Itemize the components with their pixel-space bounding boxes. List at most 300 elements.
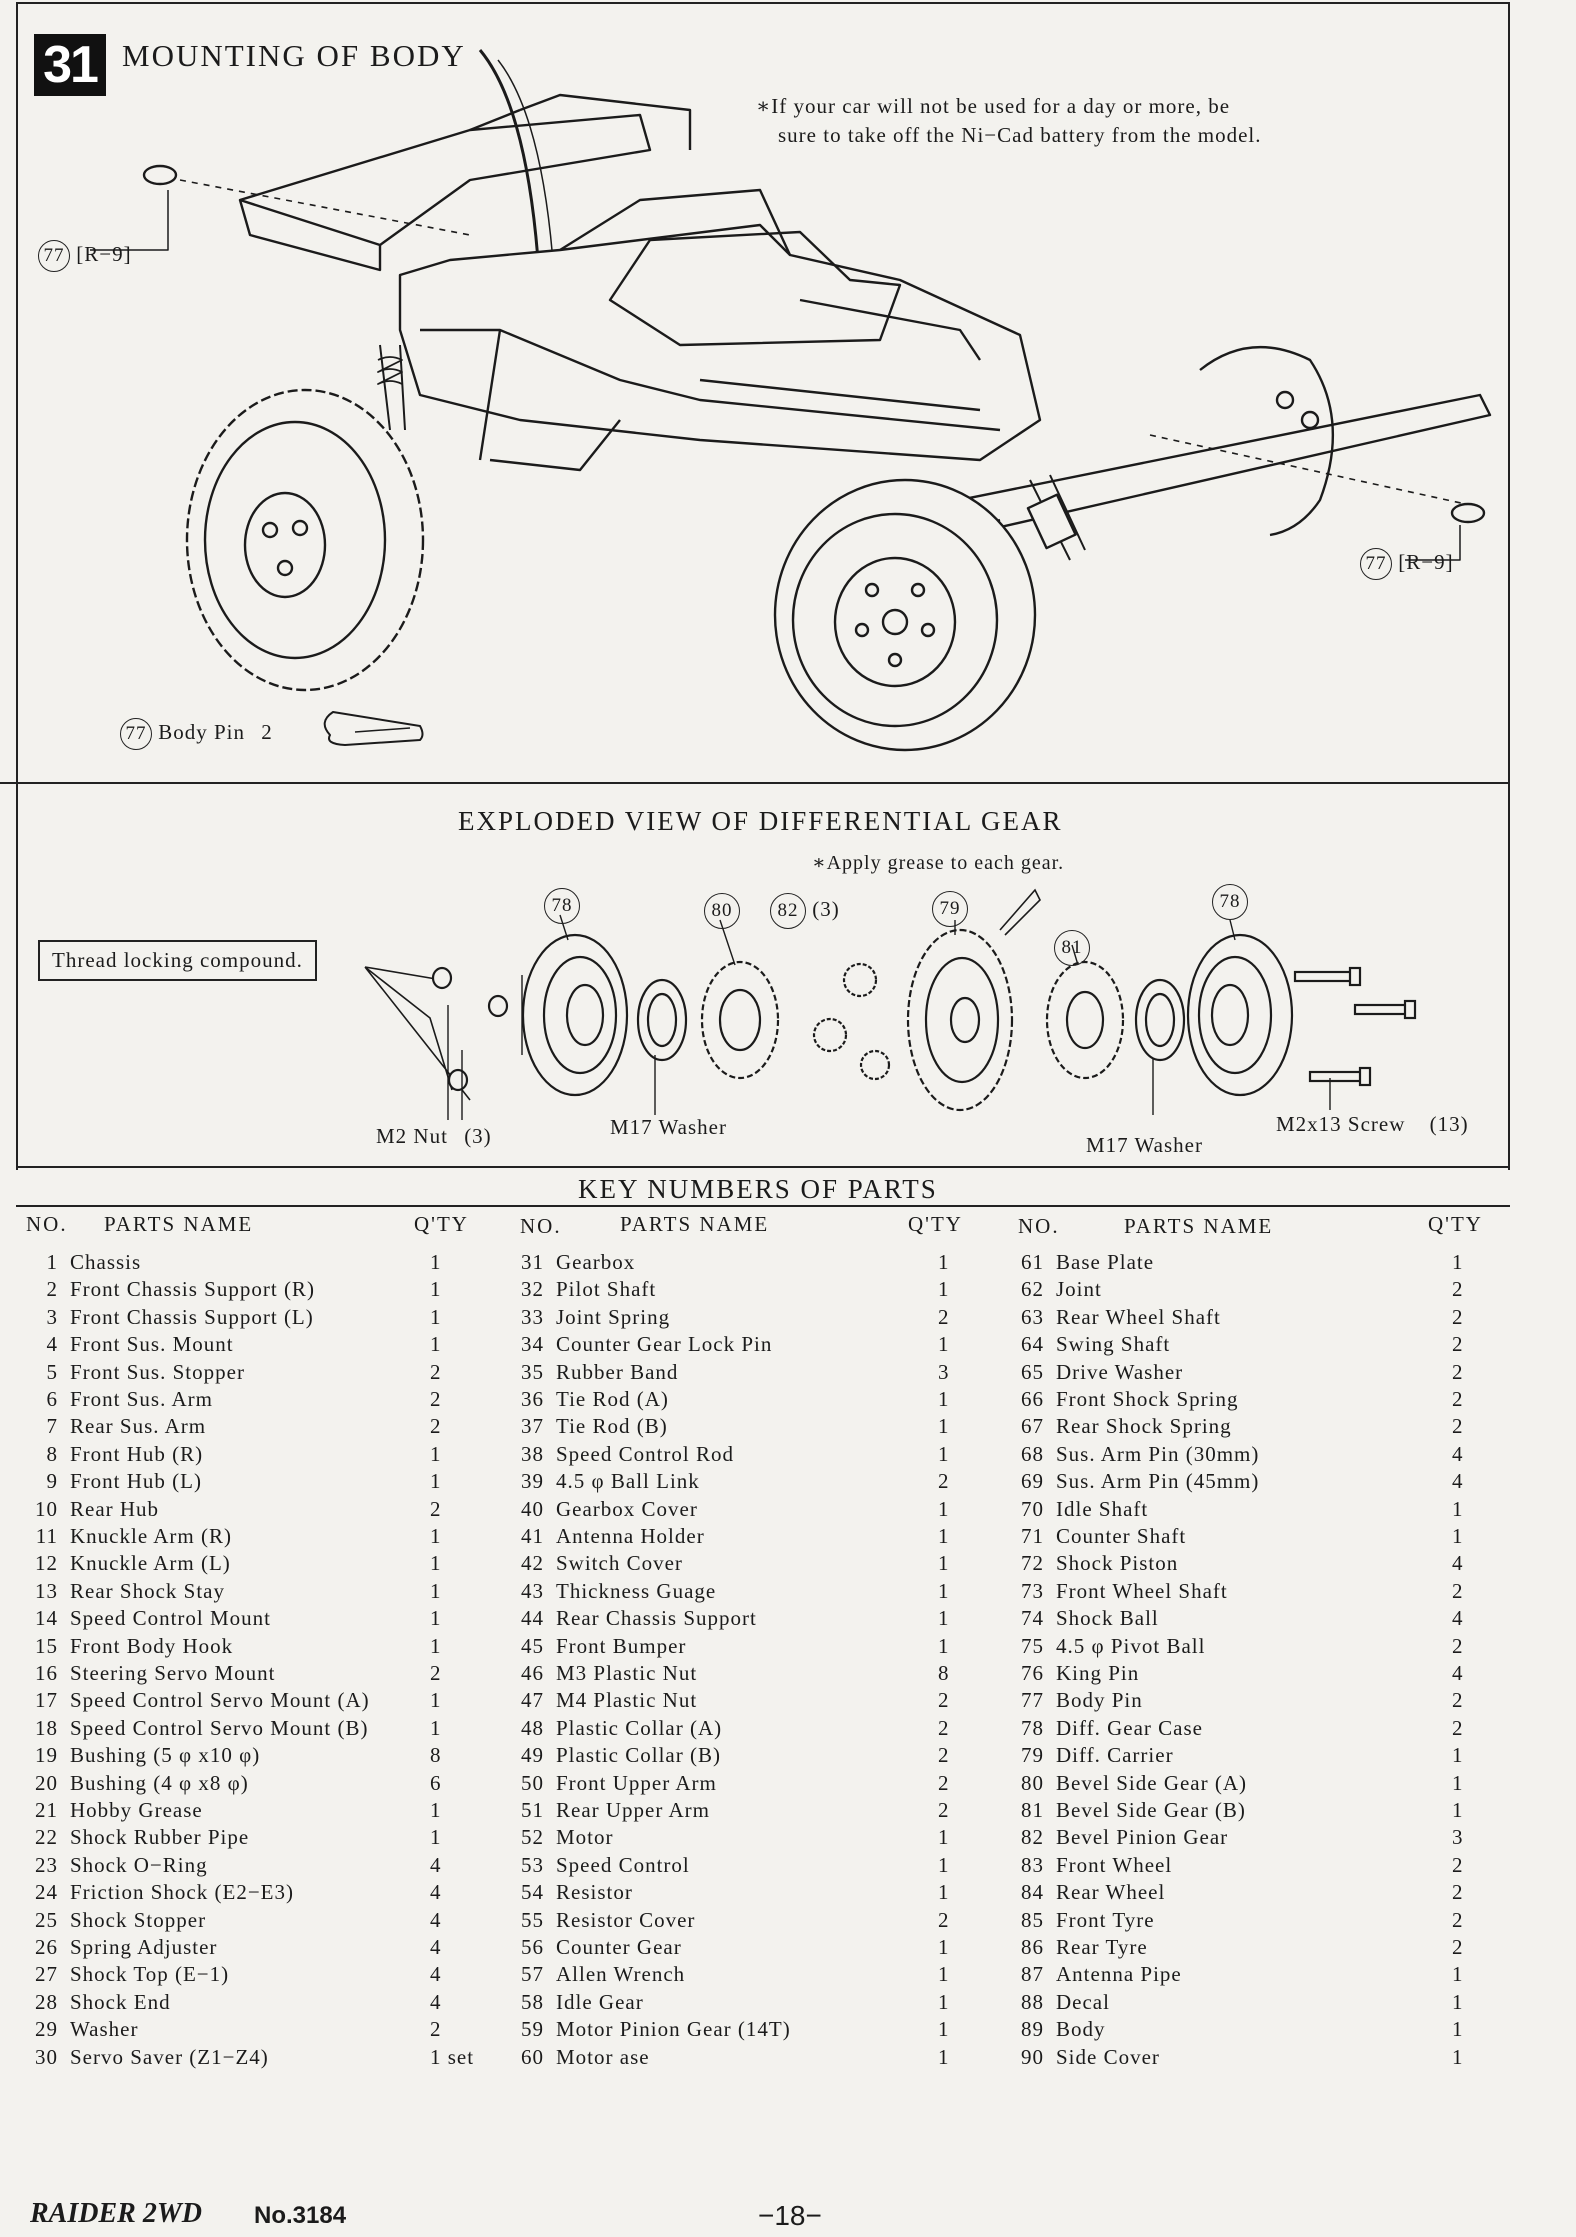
- parts-row: [14, 1661, 490, 1688]
- part-name: Counter Gear Lock Pin: [556, 1332, 773, 1357]
- part-name: Gearbox Cover: [556, 1496, 698, 1521]
- parts-row: [1000, 1442, 1512, 1469]
- part-qty: 2: [938, 1907, 950, 1932]
- parts-row: [500, 1661, 998, 1688]
- parts-row: [14, 1469, 490, 1496]
- part-qty: 4: [1452, 1661, 1464, 1685]
- divider-parts-head: [16, 1205, 1510, 1207]
- part-qty: 1: [430, 1524, 442, 1548]
- parts-row: [14, 1935, 490, 1962]
- part-qty: 1: [1452, 1496, 1464, 1521]
- part-name: Shock Rubber Pipe: [70, 1825, 250, 1850]
- part-qty: 2: [938, 1770, 950, 1795]
- part-qty: 1: [1452, 1524, 1464, 1548]
- part-number: 63: [1021, 1304, 1044, 1329]
- part-name: Idle Shaft: [1056, 1496, 1149, 1521]
- part-name: Bushing (5 φ x10 φ): [70, 1743, 261, 1768]
- parts-row: [14, 1880, 490, 1907]
- part-qty: 1: [430, 1304, 442, 1329]
- parts-row: [14, 1825, 490, 1852]
- part-name: Side Cover: [1056, 2044, 1160, 2069]
- part-qty: 2: [1452, 1715, 1464, 1740]
- part-qty: 1: [938, 1551, 950, 1576]
- part-qty: 2: [938, 1688, 950, 1713]
- part-name: Chassis: [70, 1250, 142, 1274]
- m2-nut-label: [376, 1124, 492, 1149]
- part-number: 35: [521, 1359, 544, 1384]
- part-name: Rear Tyre: [1056, 1935, 1148, 1959]
- part-name: Steering Servo Mount: [70, 1661, 276, 1685]
- part-qty: 2: [430, 1661, 442, 1685]
- parts-row: [500, 1277, 998, 1304]
- part-name: Rear Wheel: [1056, 1880, 1166, 1905]
- parts-row: [14, 1551, 490, 1578]
- part-qty: 1: [938, 1880, 950, 1905]
- part-name: Shock Stopper: [70, 1907, 207, 1932]
- parts-row: [500, 1524, 998, 1551]
- diff-title: EXPLODED VIEW OF DIFFERENTIAL GEAR: [458, 806, 1063, 836]
- part-name: Front Hub (L): [70, 1469, 202, 1494]
- parts-row: [500, 1962, 998, 1989]
- parts-row: [500, 1387, 998, 1414]
- part-number: 30: [35, 2044, 58, 2069]
- part-number: 53: [521, 1852, 544, 1877]
- part-number: 45: [521, 1633, 544, 1658]
- part-qty: 1: [938, 1578, 950, 1603]
- callout-79: [932, 891, 968, 927]
- part-number: 48: [521, 1715, 544, 1740]
- part-number: 40: [521, 1496, 544, 1521]
- part-qty: 1: [938, 1962, 950, 1987]
- part-number: 11: [35, 1524, 58, 1548]
- part-number: 62: [1021, 1277, 1044, 1302]
- callout-77-left-ref: [R−9]: [76, 242, 132, 266]
- part-qty: 1: [938, 1633, 950, 1658]
- part-number: 46: [521, 1661, 544, 1685]
- part-qty: 1: [938, 1852, 950, 1877]
- part-number: 82: [1021, 1825, 1044, 1850]
- part-qty: 1: [938, 1606, 950, 1631]
- col1-head-qty: Q'TY: [414, 1212, 469, 1236]
- part-number: 54: [521, 1880, 544, 1905]
- part-qty: 1: [1452, 1798, 1464, 1822]
- part-number: 32: [521, 1277, 544, 1302]
- part-number: 87: [1021, 1962, 1044, 1987]
- part-number: 26: [35, 1935, 58, 1959]
- parts-row: [500, 2017, 998, 2044]
- part-qty: 1: [1452, 2017, 1464, 2042]
- part-number: 49: [521, 1743, 544, 1768]
- parts-row: [14, 1524, 490, 1551]
- part-qty: 4: [430, 1907, 442, 1932]
- parts-row: [500, 1250, 998, 1277]
- parts-row: [14, 1771, 490, 1798]
- screw-qty: (13): [1429, 1112, 1469, 1136]
- parts-row: [500, 1469, 998, 1496]
- parts-row: [1000, 1277, 1512, 1304]
- part-qty: 1: [938, 1277, 950, 1302]
- part-qty: 2: [1452, 1935, 1464, 1959]
- col3-head-qty: Q'TY: [1428, 1212, 1483, 1236]
- part-name: Shock Ball: [1056, 1606, 1159, 1631]
- part-qty: 3: [938, 1359, 950, 1384]
- part-number: 77: [1021, 1688, 1044, 1713]
- thread-locking-box: Thread locking compound.: [38, 940, 317, 981]
- part-number: 52: [521, 1825, 544, 1850]
- footer-model-no: No.3184: [254, 2202, 347, 2229]
- part-number: 70: [1021, 1496, 1044, 1521]
- part-number: 37: [521, 1414, 544, 1439]
- callout-80: [704, 893, 740, 929]
- part-qty: 1: [938, 1332, 950, 1357]
- part-qty: 1: [430, 1606, 442, 1631]
- parts-row: [500, 1332, 998, 1359]
- part-name: Resistor Cover: [556, 1907, 696, 1932]
- part-number: 64: [1021, 1332, 1044, 1357]
- divider-step31: [0, 782, 1510, 784]
- part-number: 67: [1021, 1414, 1044, 1439]
- parts-row: [500, 1606, 998, 1633]
- parts-row: [1000, 1524, 1512, 1551]
- parts-row: [500, 1688, 998, 1715]
- part-name: Antenna Holder: [556, 1524, 705, 1548]
- screw-label: [1276, 1112, 1469, 1137]
- screw-text: M2x13 Screw: [1276, 1112, 1406, 1136]
- callout-82-num: 82: [770, 893, 806, 929]
- part-qty: 2: [1452, 1880, 1464, 1905]
- part-number: 25: [35, 1907, 58, 1932]
- part-name: Front Hub (R): [70, 1441, 204, 1466]
- part-name: Rear Shock Spring: [1056, 1414, 1232, 1439]
- part-name: M4 Plastic Nut: [556, 1688, 698, 1713]
- part-qty: 2: [430, 1387, 442, 1411]
- part-name: Decal: [1056, 1989, 1110, 2014]
- parts-row: [1000, 1606, 1512, 1633]
- part-qty: 2: [938, 1743, 950, 1768]
- part-name: Front Body Hook: [70, 1633, 234, 1658]
- part-number: 9: [46, 1469, 58, 1494]
- parts-row: [14, 1332, 490, 1359]
- parts-row: [14, 1387, 490, 1414]
- col3-head-name: PARTS NAME: [1124, 1214, 1274, 1238]
- step-title: MOUNTING OF BODY: [122, 38, 466, 73]
- part-number: 73: [1021, 1578, 1044, 1603]
- part-name: Servo Saver (Z1−Z4): [70, 2044, 269, 2069]
- parts-row: [14, 1250, 490, 1277]
- parts-row: [500, 1442, 998, 1469]
- part-qty: 2: [430, 1414, 442, 1439]
- part-number: 24: [35, 1880, 58, 1905]
- parts-row: [14, 1634, 490, 1661]
- part-qty: 1: [938, 1387, 950, 1411]
- part-name: Shock End: [70, 1989, 171, 2014]
- part-qty: 1: [938, 1496, 950, 1521]
- part-number: 22: [35, 1825, 58, 1850]
- part-qty: 2: [1452, 1852, 1464, 1877]
- parts-row: [500, 1579, 998, 1606]
- parts-row: [500, 1743, 998, 1770]
- part-qty: 1: [938, 1414, 950, 1439]
- footer-page-number: −18−: [758, 2200, 822, 2231]
- part-qty: 2: [430, 2017, 442, 2042]
- part-number: 29: [35, 2017, 58, 2042]
- part-qty: 2: [938, 1798, 950, 1822]
- part-name: Tie Rod (B): [556, 1414, 668, 1439]
- part-name: Motor Pinion Gear (14T): [556, 2017, 791, 2042]
- parts-title: KEY NUMBERS OF PARTS: [578, 1174, 938, 1204]
- part-qty: 2: [1452, 1359, 1464, 1384]
- part-number: 75: [1021, 1633, 1044, 1658]
- part-qty: 1: [430, 1633, 442, 1658]
- part-qty: 1: [430, 1688, 442, 1713]
- part-qty: 6: [430, 1770, 442, 1795]
- part-number: 51: [521, 1798, 544, 1822]
- parts-row: [1000, 1579, 1512, 1606]
- parts-row: [14, 1442, 490, 1469]
- parts-row: [1000, 1743, 1512, 1770]
- part-name: Speed Control Mount: [70, 1606, 271, 1631]
- part-number: 43: [521, 1578, 544, 1603]
- part-qty: 1: [1452, 1989, 1464, 2014]
- parts-row: [14, 1798, 490, 1825]
- part-qty: 1: [430, 1332, 442, 1357]
- parts-row: [1000, 1880, 1512, 1907]
- part-name: M3 Plastic Nut: [556, 1661, 698, 1685]
- part-name: Plastic Collar (B): [556, 1743, 721, 1768]
- body-mounting-illustration: [0, 0, 1500, 760]
- part-qty: 4: [430, 1962, 442, 1987]
- part-qty: 2: [430, 1359, 442, 1384]
- parts-row: [14, 1962, 490, 1989]
- part-qty: 1: [938, 1524, 950, 1548]
- part-name: Bushing (4 φ x8 φ): [70, 1770, 249, 1795]
- part-qty: 1: [1452, 1250, 1464, 1274]
- m17-washer-left-label: M17 Washer: [610, 1115, 727, 1139]
- part-name: Counter Gear: [556, 1935, 682, 1959]
- part-number: 80: [1021, 1770, 1044, 1795]
- parts-row: [14, 1277, 490, 1304]
- callout-77-right: [1360, 548, 1454, 580]
- parts-row: [500, 1551, 998, 1578]
- parts-row: [1000, 2045, 1512, 2072]
- part-qty: 1: [1452, 1770, 1464, 1795]
- col3-head-no: NO.: [1018, 1214, 1060, 1238]
- footer-brand: RAIDER 2WD: [30, 2198, 202, 2229]
- parts-row: [1000, 1798, 1512, 1825]
- part-number: 19: [35, 1743, 58, 1768]
- parts-row: [14, 2017, 490, 2044]
- part-qty: 1: [938, 1441, 950, 1466]
- part-name: Sus. Arm Pin (30mm): [1056, 1441, 1260, 1466]
- part-number: 21: [35, 1798, 58, 1822]
- part-name: Shock O−Ring: [70, 1852, 208, 1877]
- parts-row: [14, 1414, 490, 1441]
- part-number: 85: [1021, 1907, 1044, 1932]
- part-name: Front Upper Arm: [556, 1770, 717, 1795]
- part-number: 17: [35, 1688, 58, 1713]
- callout-79-num: 79: [932, 891, 968, 927]
- part-name: Joint: [1056, 1277, 1102, 1302]
- part-name: Counter Shaft: [1056, 1524, 1187, 1548]
- parts-row: [1000, 1661, 1512, 1688]
- part-name: Hobby Grease: [70, 1798, 203, 1822]
- part-qty: 4: [1452, 1551, 1464, 1576]
- part-number: 50: [521, 1770, 544, 1795]
- part-name: King Pin: [1056, 1661, 1140, 1685]
- part-name: Front Shock Spring: [1056, 1387, 1239, 1411]
- parts-row: [1000, 1497, 1512, 1524]
- part-qty: 2: [1452, 1907, 1464, 1932]
- part-name: Bevel Pinion Gear: [1056, 1825, 1229, 1850]
- parts-row: [1000, 1332, 1512, 1359]
- part-name: Spring Adjuster: [70, 1935, 218, 1959]
- part-number: 56: [521, 1935, 544, 1959]
- part-number: 76: [1021, 1661, 1044, 1685]
- part-number: 33: [521, 1304, 544, 1329]
- part-name: Front Tyre: [1056, 1907, 1155, 1932]
- part-name: Bevel Side Gear (A): [1056, 1770, 1248, 1795]
- part-qty: 4: [430, 1880, 442, 1905]
- part-qty: 2: [1452, 1633, 1464, 1658]
- part-number: 3: [46, 1304, 58, 1329]
- parts-row: [14, 2045, 490, 2072]
- battery-note-line1: ∗If your car will not be used for a day or more, be: [756, 94, 1231, 118]
- part-name: Rear Sus. Arm: [70, 1414, 207, 1439]
- col1-head-name: PARTS NAME: [104, 1212, 254, 1236]
- parts-row: [1000, 1551, 1512, 1578]
- part-qty: 2: [1452, 1304, 1464, 1329]
- callout-77-left-num: 77: [38, 240, 70, 272]
- part-name: Sus. Arm Pin (45mm): [1056, 1469, 1260, 1494]
- part-qty: 1: [938, 2017, 950, 2042]
- part-name: Allen Wrench: [556, 1962, 686, 1987]
- m2-nut-qty: (3): [464, 1124, 492, 1148]
- part-number: 28: [35, 1989, 58, 2014]
- part-number: 1: [46, 1250, 58, 1274]
- part-name: Speed Control Servo Mount (B): [70, 1715, 369, 1740]
- callout-81-num: 81: [1054, 930, 1090, 966]
- parts-row: [14, 1716, 490, 1743]
- part-number: 66: [1021, 1387, 1044, 1411]
- callout-78-left-num: 78: [544, 888, 580, 924]
- part-name: Knuckle Arm (L): [70, 1551, 231, 1576]
- part-number: 71: [1021, 1524, 1044, 1548]
- callout-82: [770, 893, 840, 929]
- part-number: 34: [521, 1332, 544, 1357]
- part-name: Switch Cover: [556, 1551, 683, 1576]
- part-name: Rear Chassis Support: [556, 1606, 757, 1631]
- part-number: 12: [35, 1551, 58, 1576]
- part-qty: 8: [430, 1743, 442, 1768]
- part-name: Joint Spring: [556, 1304, 671, 1329]
- part-name: Gearbox: [556, 1250, 636, 1274]
- part-number: 88: [1021, 1989, 1044, 2014]
- body-pin-qty: 2: [261, 720, 273, 744]
- part-qty: 1: [430, 1715, 442, 1740]
- part-number: 42: [521, 1551, 544, 1576]
- parts-row: [1000, 1414, 1512, 1441]
- part-name: Pilot Shaft: [556, 1277, 657, 1302]
- part-number: 74: [1021, 1606, 1044, 1631]
- parts-row: [1000, 1962, 1512, 1989]
- parts-row: [1000, 1853, 1512, 1880]
- part-number: 79: [1021, 1743, 1044, 1768]
- part-name: Front Chassis Support (L): [70, 1304, 314, 1329]
- part-name: Knuckle Arm (R): [70, 1524, 232, 1548]
- col1-head-no: NO.: [26, 1212, 68, 1236]
- part-name: Diff. Gear Case: [1056, 1715, 1203, 1740]
- part-qty: 1: [938, 1935, 950, 1959]
- part-number: 84: [1021, 1880, 1044, 1905]
- callout-78-left: [544, 888, 580, 924]
- parts-row: [1000, 1716, 1512, 1743]
- part-name: Front Wheel Shaft: [1056, 1578, 1228, 1603]
- part-number: 69: [1021, 1469, 1044, 1494]
- part-number: 15: [35, 1633, 58, 1658]
- parts-row: [14, 1305, 490, 1332]
- part-qty: 1: [430, 1798, 442, 1822]
- part-number: 41: [521, 1524, 544, 1548]
- part-qty: 2: [1452, 1387, 1464, 1411]
- part-qty: 2: [938, 1304, 950, 1329]
- part-name: Thickness Guage: [556, 1578, 717, 1603]
- col2-head-qty: Q'TY: [908, 1212, 963, 1236]
- part-qty: 4: [1452, 1441, 1464, 1466]
- part-number: 44: [521, 1606, 544, 1631]
- parts-row: [14, 1579, 490, 1606]
- part-qty: 1: [430, 1277, 442, 1302]
- part-number: 55: [521, 1907, 544, 1932]
- callout-78-right-num: 78: [1212, 884, 1248, 920]
- part-name: Shock Piston: [1056, 1551, 1179, 1576]
- part-name: Shock Top (E−1): [70, 1962, 230, 1987]
- part-qty: 2: [1452, 1332, 1464, 1357]
- part-name: Body: [1056, 2017, 1106, 2042]
- part-name: Front Sus. Mount: [70, 1332, 234, 1357]
- body-pin-num: 77: [120, 718, 152, 750]
- part-name: Rear Shock Stay: [70, 1578, 225, 1603]
- part-name: Front Sus. Arm: [70, 1387, 213, 1411]
- callout-80-num: 80: [704, 893, 740, 929]
- part-name: Front Sus. Stopper: [70, 1359, 245, 1384]
- parts-row: [500, 1908, 998, 1935]
- part-qty: 1: [1452, 2044, 1464, 2069]
- part-number: 90: [1021, 2044, 1044, 2069]
- parts-row: [1000, 1935, 1512, 1962]
- part-qty: 1: [430, 1551, 442, 1576]
- part-name: Friction Shock (E2−E3): [70, 1880, 294, 1905]
- part-number: 60: [521, 2044, 544, 2069]
- part-name: Drive Washer: [1056, 1359, 1184, 1384]
- part-qty: 4: [1452, 1606, 1464, 1631]
- part-number: 23: [35, 1852, 58, 1877]
- part-number: 36: [521, 1387, 544, 1411]
- part-qty: 2: [1452, 1414, 1464, 1439]
- part-number: 58: [521, 1989, 544, 2014]
- diff-grease-note: ∗Apply grease to each gear.: [812, 852, 1065, 874]
- part-number: 86: [1021, 1935, 1044, 1959]
- part-name: Idle Gear: [556, 1989, 644, 2014]
- part-number: 72: [1021, 1551, 1044, 1576]
- part-qty: 4: [430, 1935, 442, 1959]
- part-qty: 4: [1452, 1469, 1464, 1494]
- part-number: 68: [1021, 1441, 1044, 1466]
- col2-head-no: NO.: [520, 1214, 562, 1238]
- parts-row: [500, 1853, 998, 1880]
- part-name: 4.5 φ Pivot Ball: [1056, 1633, 1206, 1658]
- part-number: 61: [1021, 1250, 1044, 1274]
- part-name: Tie Rod (A): [556, 1387, 669, 1411]
